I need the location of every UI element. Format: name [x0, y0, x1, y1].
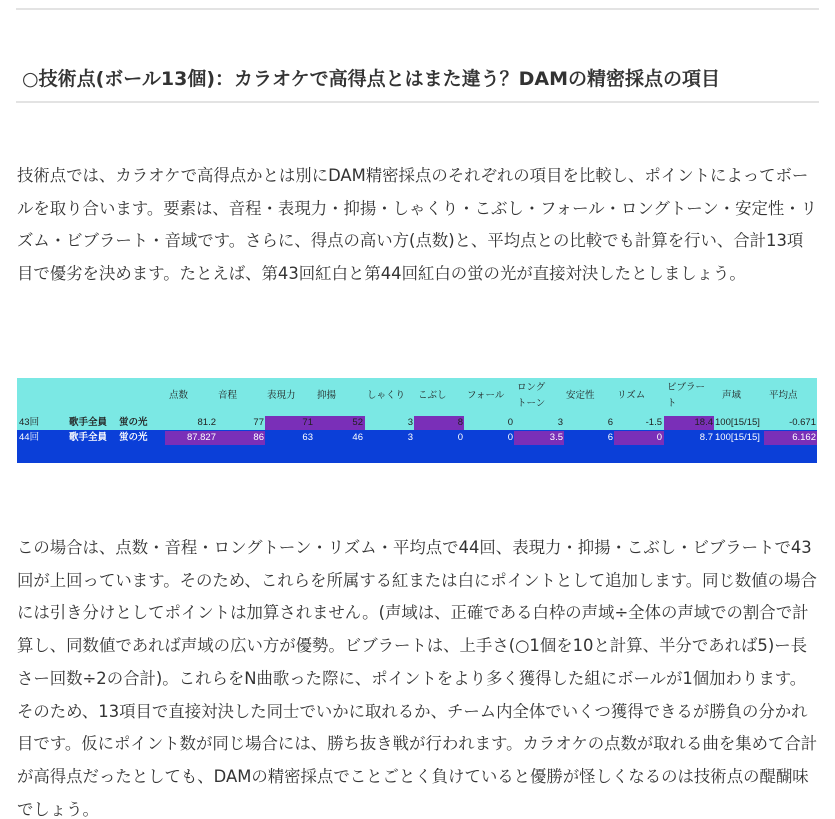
row2-kobushi: 0	[457, 432, 463, 443]
header-intonation: 抑揚	[317, 390, 337, 401]
row1-round: 43回	[19, 417, 40, 428]
top-divider	[16, 8, 819, 10]
heading-divider	[16, 101, 819, 103]
row1-singer: 歌手全員	[69, 417, 108, 428]
header-rhythm: リズム	[617, 390, 646, 401]
row1-pitch: 77	[253, 417, 264, 428]
row1-score: 81.2	[197, 417, 216, 428]
header-kobushi: こぶし	[418, 390, 447, 401]
header-range: 声域	[722, 390, 742, 401]
row2-longtone: 3.5	[549, 432, 563, 443]
section-heading: ○技術点(ボール13個)：カラオケで高得点とはまた違う？DAMの精密採点の項目	[22, 68, 721, 90]
score-comparison-table	[17, 378, 817, 463]
header-shakuri: しゃくり	[367, 390, 406, 401]
row2-singer: 歌手全員	[69, 432, 108, 443]
paragraph-explanation: この場合は、点数・音程・ロングトーン・リズム・平均点で44回、表現力・抑揚・こぶし・ビブラートで43回が上回っています。そのため、これらを所属する紅または白にポイントとして追加します。同じ数値の場合には引き分けとしてポイントは加算されません。(声域は、正確である白枠の声域÷全体の声域での割合で計算し、同数値であれば声域の広い方が優勢。ビブラートは、上手さ(○1個を10と計算、半分であれば5)ー長さー回数÷2の合計)。これらをN曲歌った際に、ポイントをより多く獲得した組にボールが1個加わります。そのため、13項目で直接対決した同士でいかに取れるか、チーム内全体でいくつ獲得できるが勝負の分かれ目です。仮にポイント数が同じ場合には、勝ち抜き戦が行われます。カラオケの点数が取れる曲を集めて合計が高得点だったとしても、DAMの精密採点でことごとく負けていると優勝が怪しくなるのは技術点の醍醐味でしょう。	[17, 538, 818, 819]
row2-score: 87.827	[186, 432, 216, 443]
header-vibrato-line2: ト	[667, 398, 677, 409]
header-longtone-line2: トーン	[517, 398, 546, 409]
header-pitch: 音程	[218, 390, 238, 401]
row1-shakuri: 3	[407, 417, 413, 428]
row1-intonation: 52	[352, 417, 363, 428]
row2-fall: 0	[507, 432, 513, 443]
row1-kobushi: 8	[457, 417, 463, 428]
row2-stability: 6	[607, 432, 613, 443]
paragraph-intro: 技術点では、カラオケで高得点かとは別にDAM精密採点のそれぞれの項目を比較し、ポイントによってボールを取り合います。要素は、音程・表現力・抑揚・しゃくり・こぶし・フォール・ロングトーン・安定性・リズム・ビブラート・音域です。さらに、得点の高い方(点数)と、平均点との比較でも計算を行い、合計13項目で優劣を決めます。たとえば、第43回紅白と第44回紅白の蛍の光が直接対決したとしましょう。	[17, 166, 818, 284]
row2-song: 蛍の光	[119, 432, 148, 443]
header-fall: フォール	[467, 390, 505, 401]
row1-expression: 71	[302, 417, 313, 428]
row1-range: 100[15/15]	[715, 417, 760, 428]
row1-longtone: 3	[557, 417, 563, 428]
header-average: 平均点	[769, 390, 798, 401]
row1-song: 蛍の光	[119, 417, 148, 428]
header-score: 点数	[169, 390, 189, 401]
header-longtone-line1: ロング	[517, 382, 546, 393]
row2-rhythm: 0	[656, 432, 662, 443]
row1-fall: 0	[507, 417, 513, 428]
row1-stability: 6	[607, 417, 613, 428]
header-stability: 安定性	[566, 390, 595, 401]
row1-vibrato: 18.4	[694, 417, 713, 428]
row1-average: -0.671	[789, 417, 816, 428]
row2-vibrato: 8.7	[699, 432, 713, 443]
header-expression: 表現力	[267, 390, 296, 401]
row2-intonation: 46	[352, 432, 363, 443]
row2-pitch: 86	[253, 432, 264, 443]
row2-round: 44回	[19, 432, 40, 443]
row2-range: 100[15/15]	[715, 432, 760, 443]
row2-shakuri: 3	[407, 432, 413, 443]
row2-average: 6.162	[792, 432, 816, 443]
row2-expression: 63	[302, 432, 313, 443]
header-vibrato-line1: ビブラー	[667, 382, 706, 393]
row1-rhythm: -1.5	[645, 417, 662, 428]
